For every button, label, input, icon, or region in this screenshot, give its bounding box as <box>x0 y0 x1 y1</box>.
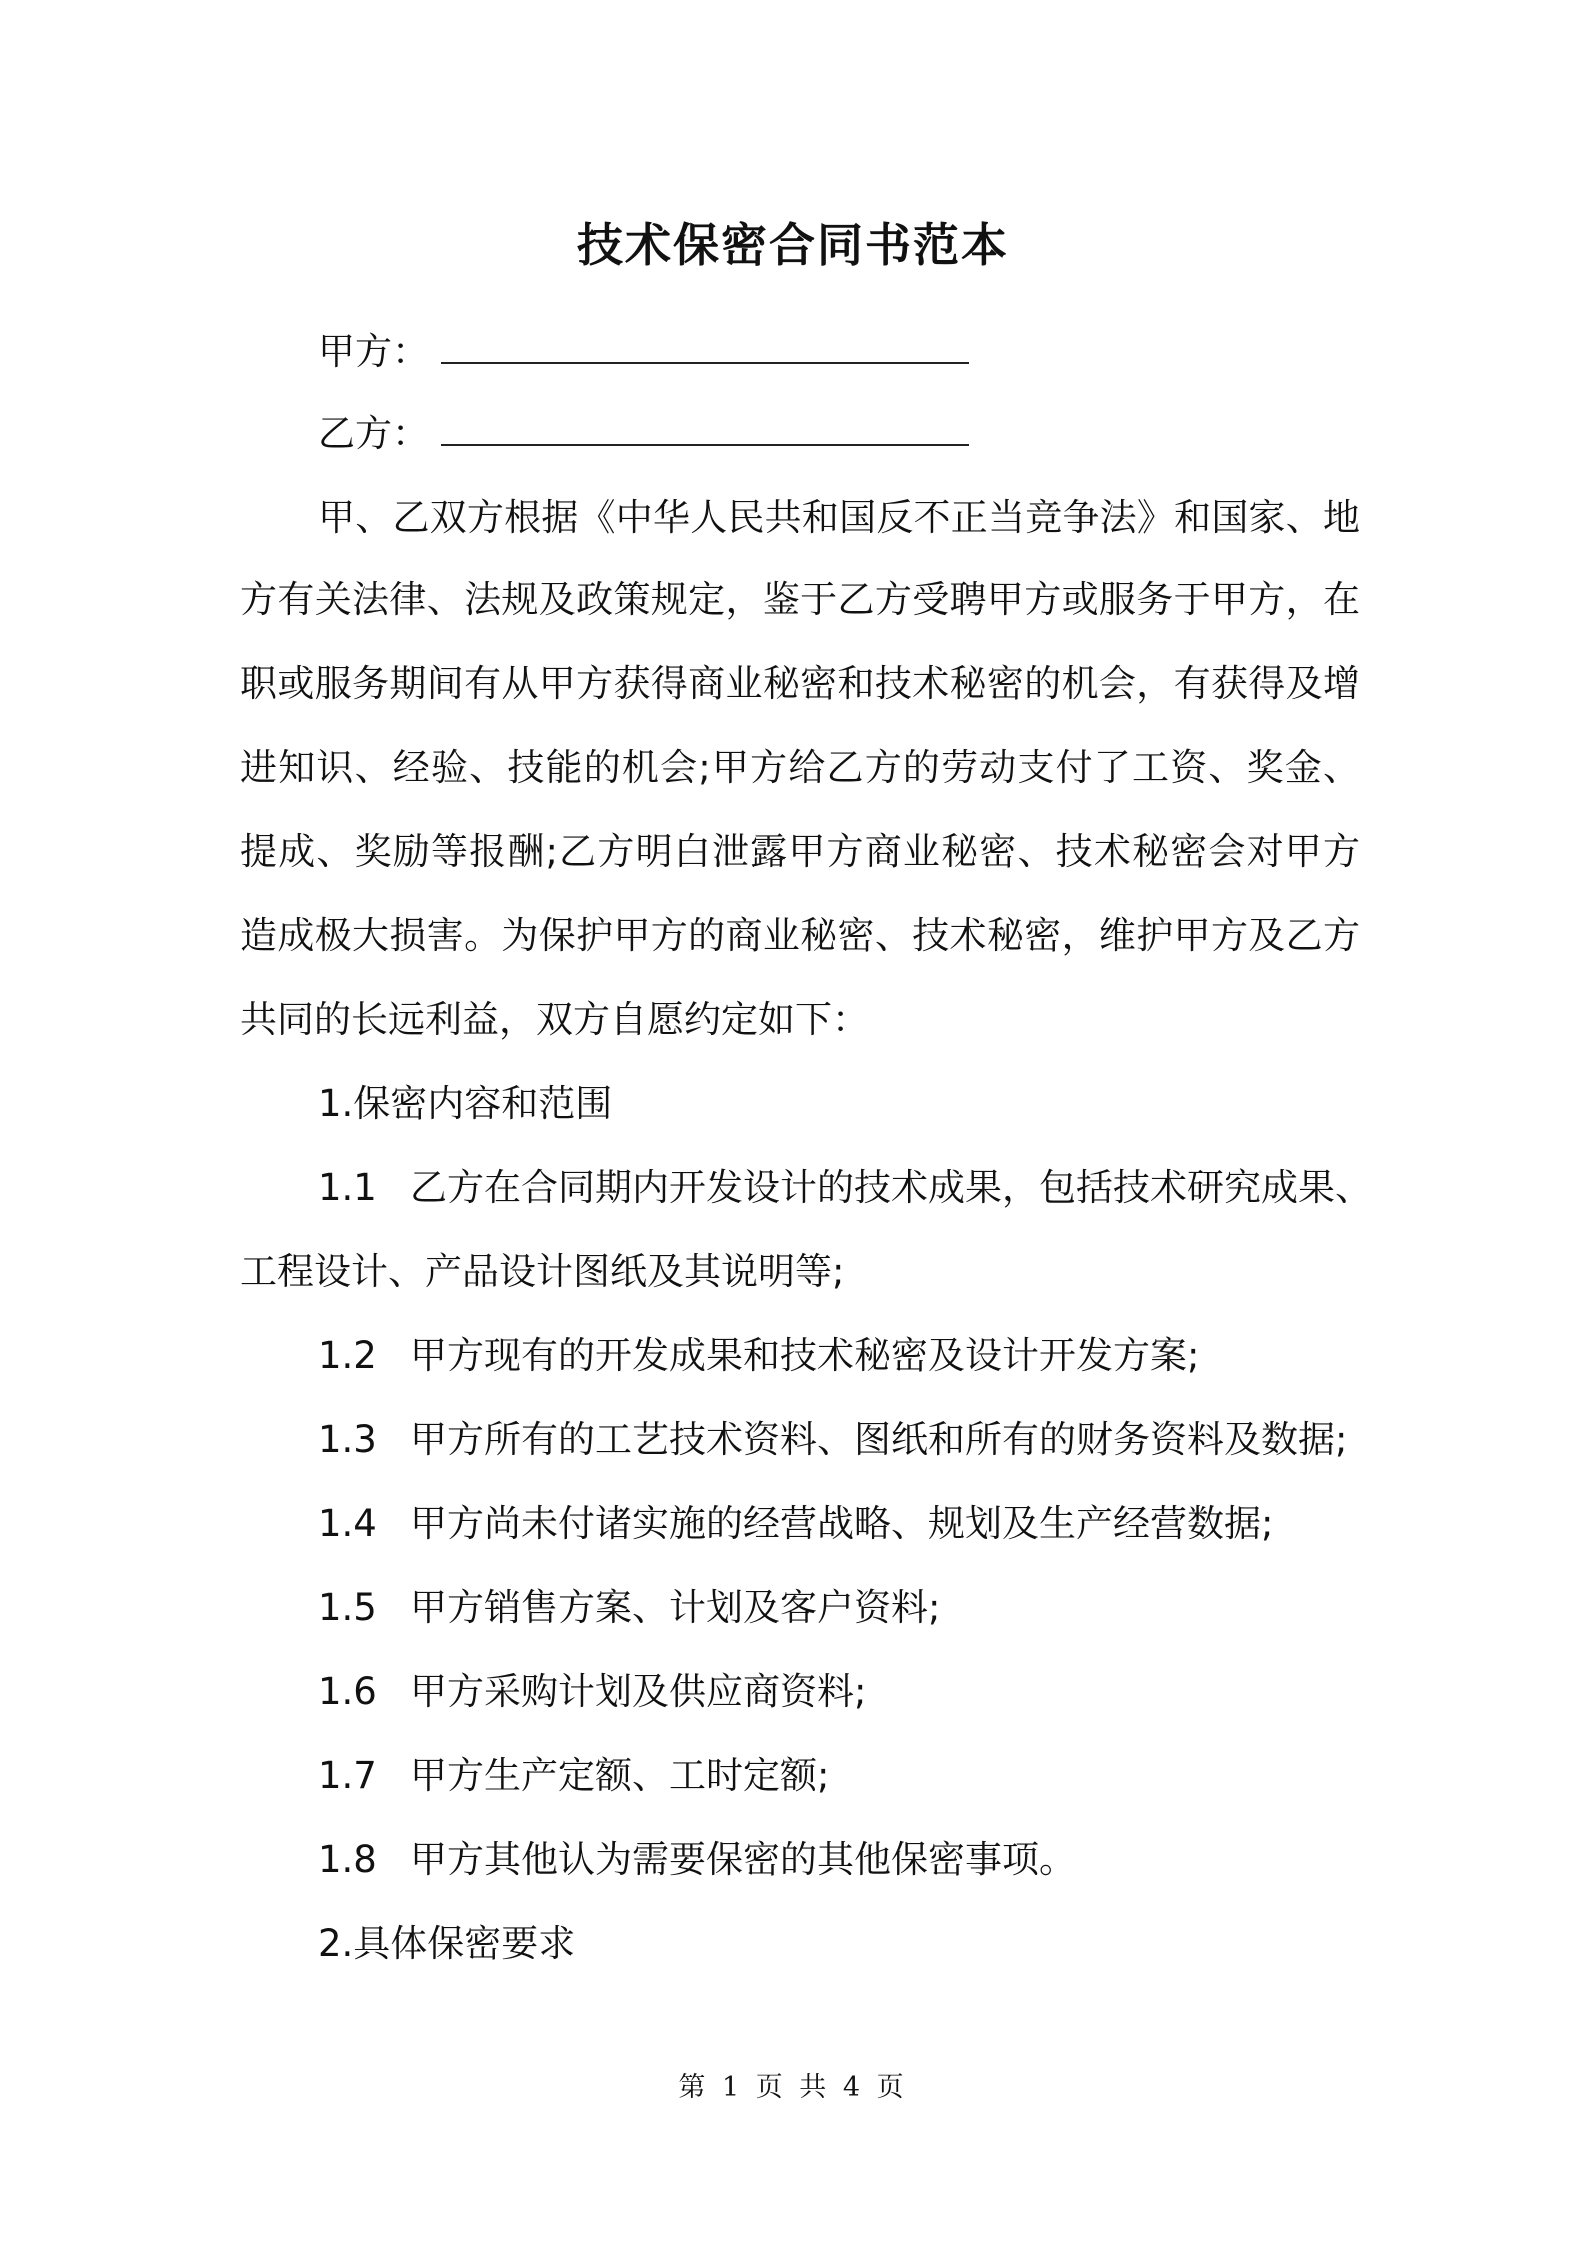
preamble-line: 进知识、经验、技能的机会;甲方给乙方的劳动支付了工资、奖金、 <box>240 746 1360 789</box>
party-b-blank <box>441 404 969 446</box>
preamble-line: 造成极大损害。为保护甲方的商业秘密、技术秘密，维护甲方及乙方 <box>240 914 1360 957</box>
clause-item <box>318 1494 1273 1554</box>
clause-number: 1.6 <box>318 1670 377 1713</box>
page-footer: 第 1 页 共 4 页 <box>678 2072 908 2103</box>
clause-number: 1.7 <box>318 1754 377 1797</box>
preamble-line: 甲、乙双方根据《中华人民共和国反不正当竞争法》和国家、地 <box>318 496 1360 539</box>
clause-number: 1.3 <box>318 1418 377 1461</box>
clause-item <box>318 1410 1347 1470</box>
clause-text: 甲方尚未付诸实施的经营战略、规划及生产经营数据; <box>410 1502 1274 1545</box>
clause-number: 1.2 <box>318 1334 377 1377</box>
clause-item <box>318 1326 1199 1386</box>
clause-item <box>318 1830 1076 1890</box>
clause-item <box>318 1662 866 1722</box>
clause-text: 甲方采购计划及供应商资料; <box>410 1670 867 1713</box>
clause-item <box>318 1158 1372 1218</box>
clause-number: 1.1 <box>318 1166 377 1209</box>
party-a-blank <box>441 322 969 364</box>
clause-number: 1.5 <box>318 1586 377 1629</box>
clause-text: 甲方其他认为需要保密的其他保密事项。 <box>410 1838 1076 1881</box>
preamble-line: 提成、奖励等报酬;乙方明白泄露甲方商业秘密、技术秘密会对甲方 <box>240 830 1360 873</box>
preamble-line: 方有关法律、法规及政策规定，鉴于乙方受聘甲方或服务于甲方，在 <box>240 578 1360 621</box>
party-a-label: 甲方： <box>318 330 429 373</box>
section-2-heading: 2.具体保密要求 <box>318 1922 576 1965</box>
clause-continuation: 工程设计、产品设计图纸及其说明等; <box>240 1250 845 1293</box>
party-b-label: 乙方： <box>318 412 429 455</box>
clause-item <box>318 1746 829 1806</box>
clause-text: 甲方所有的工艺技术资料、图纸和所有的财务资料及数据; <box>410 1418 1348 1461</box>
clause-text: 甲方生产定额、工时定额; <box>410 1754 830 1797</box>
party-b-line <box>318 404 969 464</box>
clause-number: 1.8 <box>318 1838 377 1881</box>
preamble-line: 共同的长远利益，双方自愿约定如下： <box>240 998 869 1041</box>
clause-text: 甲方现有的开发成果和技术秘密及设计开发方案; <box>410 1334 1200 1377</box>
preamble-line: 职或服务期间有从甲方获得商业秘密和技术秘密的机会，有获得及增 <box>240 662 1360 705</box>
clause-text: 甲方销售方案、计划及客户资料; <box>410 1586 941 1629</box>
clause-text: 乙方在合同期内开发设计的技术成果，包括技术研究成果、 <box>410 1166 1372 1209</box>
party-a-line <box>318 322 969 382</box>
clause-number: 1.4 <box>318 1502 377 1545</box>
clause-item <box>318 1578 940 1638</box>
document-title: 技术保密合同书范本 <box>577 218 1009 272</box>
section-1-heading: 1.保密内容和范围 <box>318 1082 613 1125</box>
